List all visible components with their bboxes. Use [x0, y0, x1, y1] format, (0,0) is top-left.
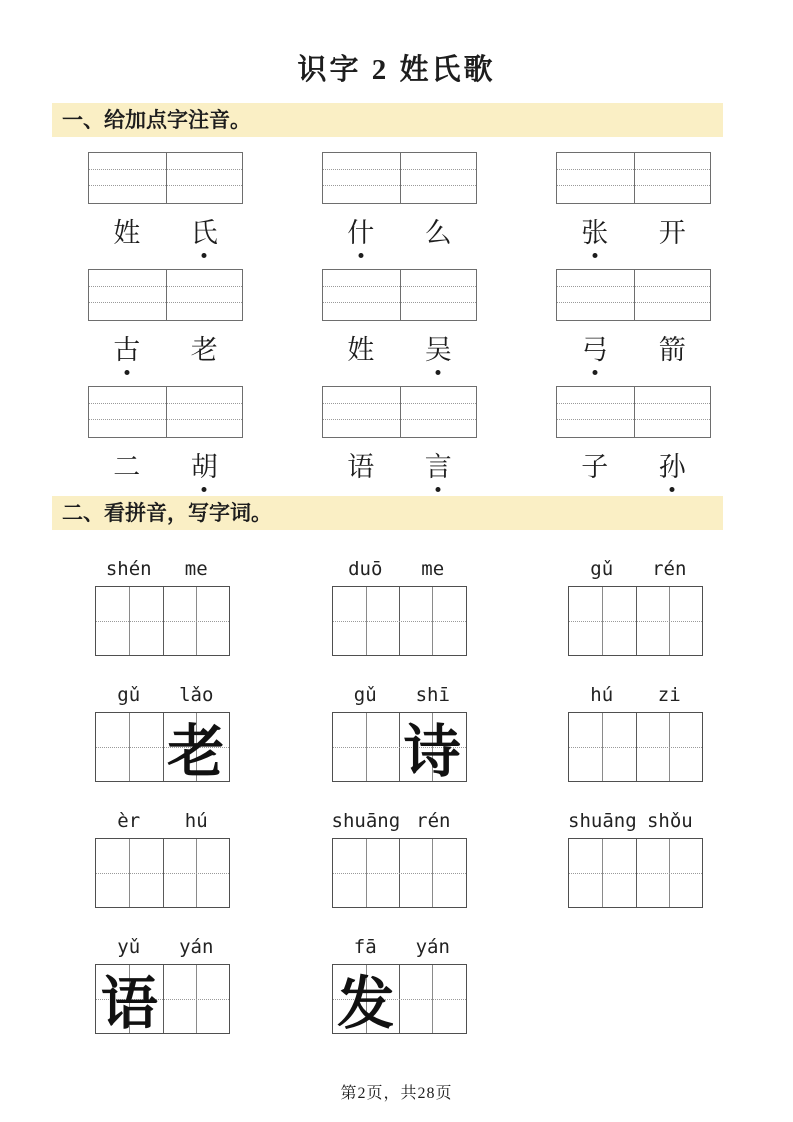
char: 姓	[347, 335, 375, 365]
char-pair	[88, 450, 243, 488]
prefill-char: 诗	[403, 721, 461, 784]
pinyin-writing-grid	[322, 386, 477, 438]
annotation-item	[556, 269, 711, 371]
answer-grid	[95, 712, 230, 782]
pinyin-write-item	[332, 556, 467, 656]
char: 老	[190, 335, 218, 365]
pinyin-syllable: rén	[416, 810, 451, 832]
pinyin-label	[95, 934, 230, 960]
grid-line	[400, 387, 401, 437]
char: 弓	[556, 333, 634, 371]
char-pair	[556, 333, 711, 371]
answer-grid	[332, 712, 467, 782]
char-pair	[322, 216, 477, 254]
grid-line	[634, 387, 635, 437]
pinyin-writing-grid	[322, 152, 477, 204]
char-pair	[556, 450, 711, 488]
pinyin-write-item	[95, 808, 230, 908]
pinyin-syllable: lǎo	[179, 684, 214, 706]
char: 吴	[400, 333, 478, 371]
pinyin-write-item	[332, 934, 467, 1034]
pinyin-label	[568, 682, 703, 708]
grid-line	[166, 153, 167, 203]
pinyin-syllable: yǔ	[117, 936, 141, 958]
annotation-item	[556, 152, 711, 254]
answer-grid	[568, 838, 703, 908]
char: 古	[88, 333, 166, 371]
pinyin-write-item	[95, 934, 230, 1034]
pinyin-writing-grid	[322, 269, 477, 321]
answer-grid	[95, 838, 230, 908]
char-pair	[322, 450, 477, 488]
section2-body	[95, 530, 703, 1034]
pinyin-write-item	[332, 808, 467, 908]
pinyin-syllable: rén	[652, 558, 687, 580]
grid-line	[166, 387, 167, 437]
annotation-item	[556, 386, 711, 488]
grid-line	[166, 270, 167, 320]
grid-line	[634, 153, 635, 203]
pinyin-write-item	[568, 808, 703, 908]
answer-grid	[332, 964, 467, 1034]
section2-heading: 二、看拼音，写字词。	[52, 496, 723, 530]
char: 么	[424, 218, 452, 248]
char: 胡	[166, 450, 244, 488]
pinyin-syllable: yán	[415, 936, 450, 958]
char-pair	[556, 216, 711, 254]
answer-grid	[95, 964, 230, 1034]
char: 氏	[166, 216, 244, 254]
pinyin-write-item	[568, 682, 703, 782]
prefill-char: 语	[100, 973, 158, 1036]
prefill-char: 老	[167, 721, 225, 784]
page-footer: 第2页，共28页	[340, 1085, 453, 1102]
grid-line	[569, 621, 702, 622]
grid-line	[400, 270, 401, 320]
grid-line	[400, 153, 401, 203]
pinyin-label	[95, 556, 230, 582]
pinyin-write-item	[568, 556, 703, 656]
pinyin-syllable: èr	[117, 810, 141, 832]
pinyin-write-item	[95, 556, 230, 656]
prefill-char: 发	[337, 973, 395, 1036]
answer-grid	[568, 712, 703, 782]
pinyin-syllable: shuāng	[331, 810, 401, 832]
pinyin-label	[95, 682, 230, 708]
char: 张	[556, 216, 634, 254]
pinyin-label	[332, 808, 467, 834]
pinyin-syllable: yán	[179, 936, 214, 958]
pinyin-syllable: shén	[105, 558, 152, 580]
char: 子	[581, 452, 609, 482]
pinyin-writing-grid	[88, 269, 243, 321]
char: 什	[322, 216, 400, 254]
char-pair	[322, 333, 477, 371]
char: 二	[113, 452, 141, 482]
pinyin-label	[332, 934, 467, 960]
pinyin-syllable: duō	[348, 558, 383, 580]
pinyin-writing-grid	[556, 386, 711, 438]
pinyin-syllable: fā	[353, 936, 377, 958]
pinyin-syllable: me	[421, 558, 445, 580]
pinyin-write-item	[332, 682, 467, 782]
char: 言	[400, 450, 478, 488]
pinyin-syllable: zi	[657, 684, 681, 706]
char: 箭	[658, 335, 686, 365]
grid-line	[333, 873, 466, 874]
pinyin-syllable: hú	[184, 810, 208, 832]
section1-heading: 一、给加点字注音。	[52, 103, 723, 137]
char-pair	[88, 216, 243, 254]
annotation-item	[322, 269, 477, 371]
pinyin-syllable: shǒu	[646, 810, 693, 832]
pinyin-syllable: gǔ	[117, 684, 141, 706]
answer-grid	[332, 586, 467, 656]
char-pair	[88, 333, 243, 371]
char: 姓	[113, 218, 141, 248]
pinyin-syllable: hú	[590, 684, 614, 706]
pinyin-writing-grid	[88, 386, 243, 438]
grid-line	[569, 873, 702, 874]
grid-line	[569, 747, 702, 748]
pinyin-syllable: shuāng	[568, 810, 637, 832]
annotation-item	[88, 386, 243, 488]
pinyin-syllable: gǔ	[590, 558, 614, 580]
pinyin-syllable: shī	[415, 684, 450, 706]
answer-grid	[332, 838, 467, 908]
answer-grid	[568, 586, 703, 656]
pinyin-write-item	[95, 682, 230, 782]
pinyin-syllable: gǔ	[353, 684, 377, 706]
page-title: 识字 2 姓氏歌	[297, 54, 496, 86]
annotation-item	[88, 269, 243, 371]
answer-grid	[95, 586, 230, 656]
annotation-item	[322, 386, 477, 488]
char: 语	[347, 452, 375, 482]
pinyin-label	[332, 682, 467, 708]
char: 开	[658, 218, 686, 248]
section1-body	[88, 137, 711, 488]
pinyin-label	[332, 556, 467, 582]
char: 孙	[634, 450, 712, 488]
pinyin-label	[95, 808, 230, 834]
grid-line	[96, 873, 229, 874]
annotation-item	[88, 152, 243, 254]
pinyin-writing-grid	[556, 152, 711, 204]
pinyin-syllable: me	[184, 558, 208, 580]
annotation-item	[322, 152, 477, 254]
grid-line	[634, 270, 635, 320]
pinyin-writing-grid	[556, 269, 711, 321]
grid-line	[96, 621, 229, 622]
pinyin-label	[568, 808, 703, 834]
pinyin-label	[568, 556, 703, 582]
pinyin-writing-grid	[88, 152, 243, 204]
grid-line	[333, 621, 466, 622]
